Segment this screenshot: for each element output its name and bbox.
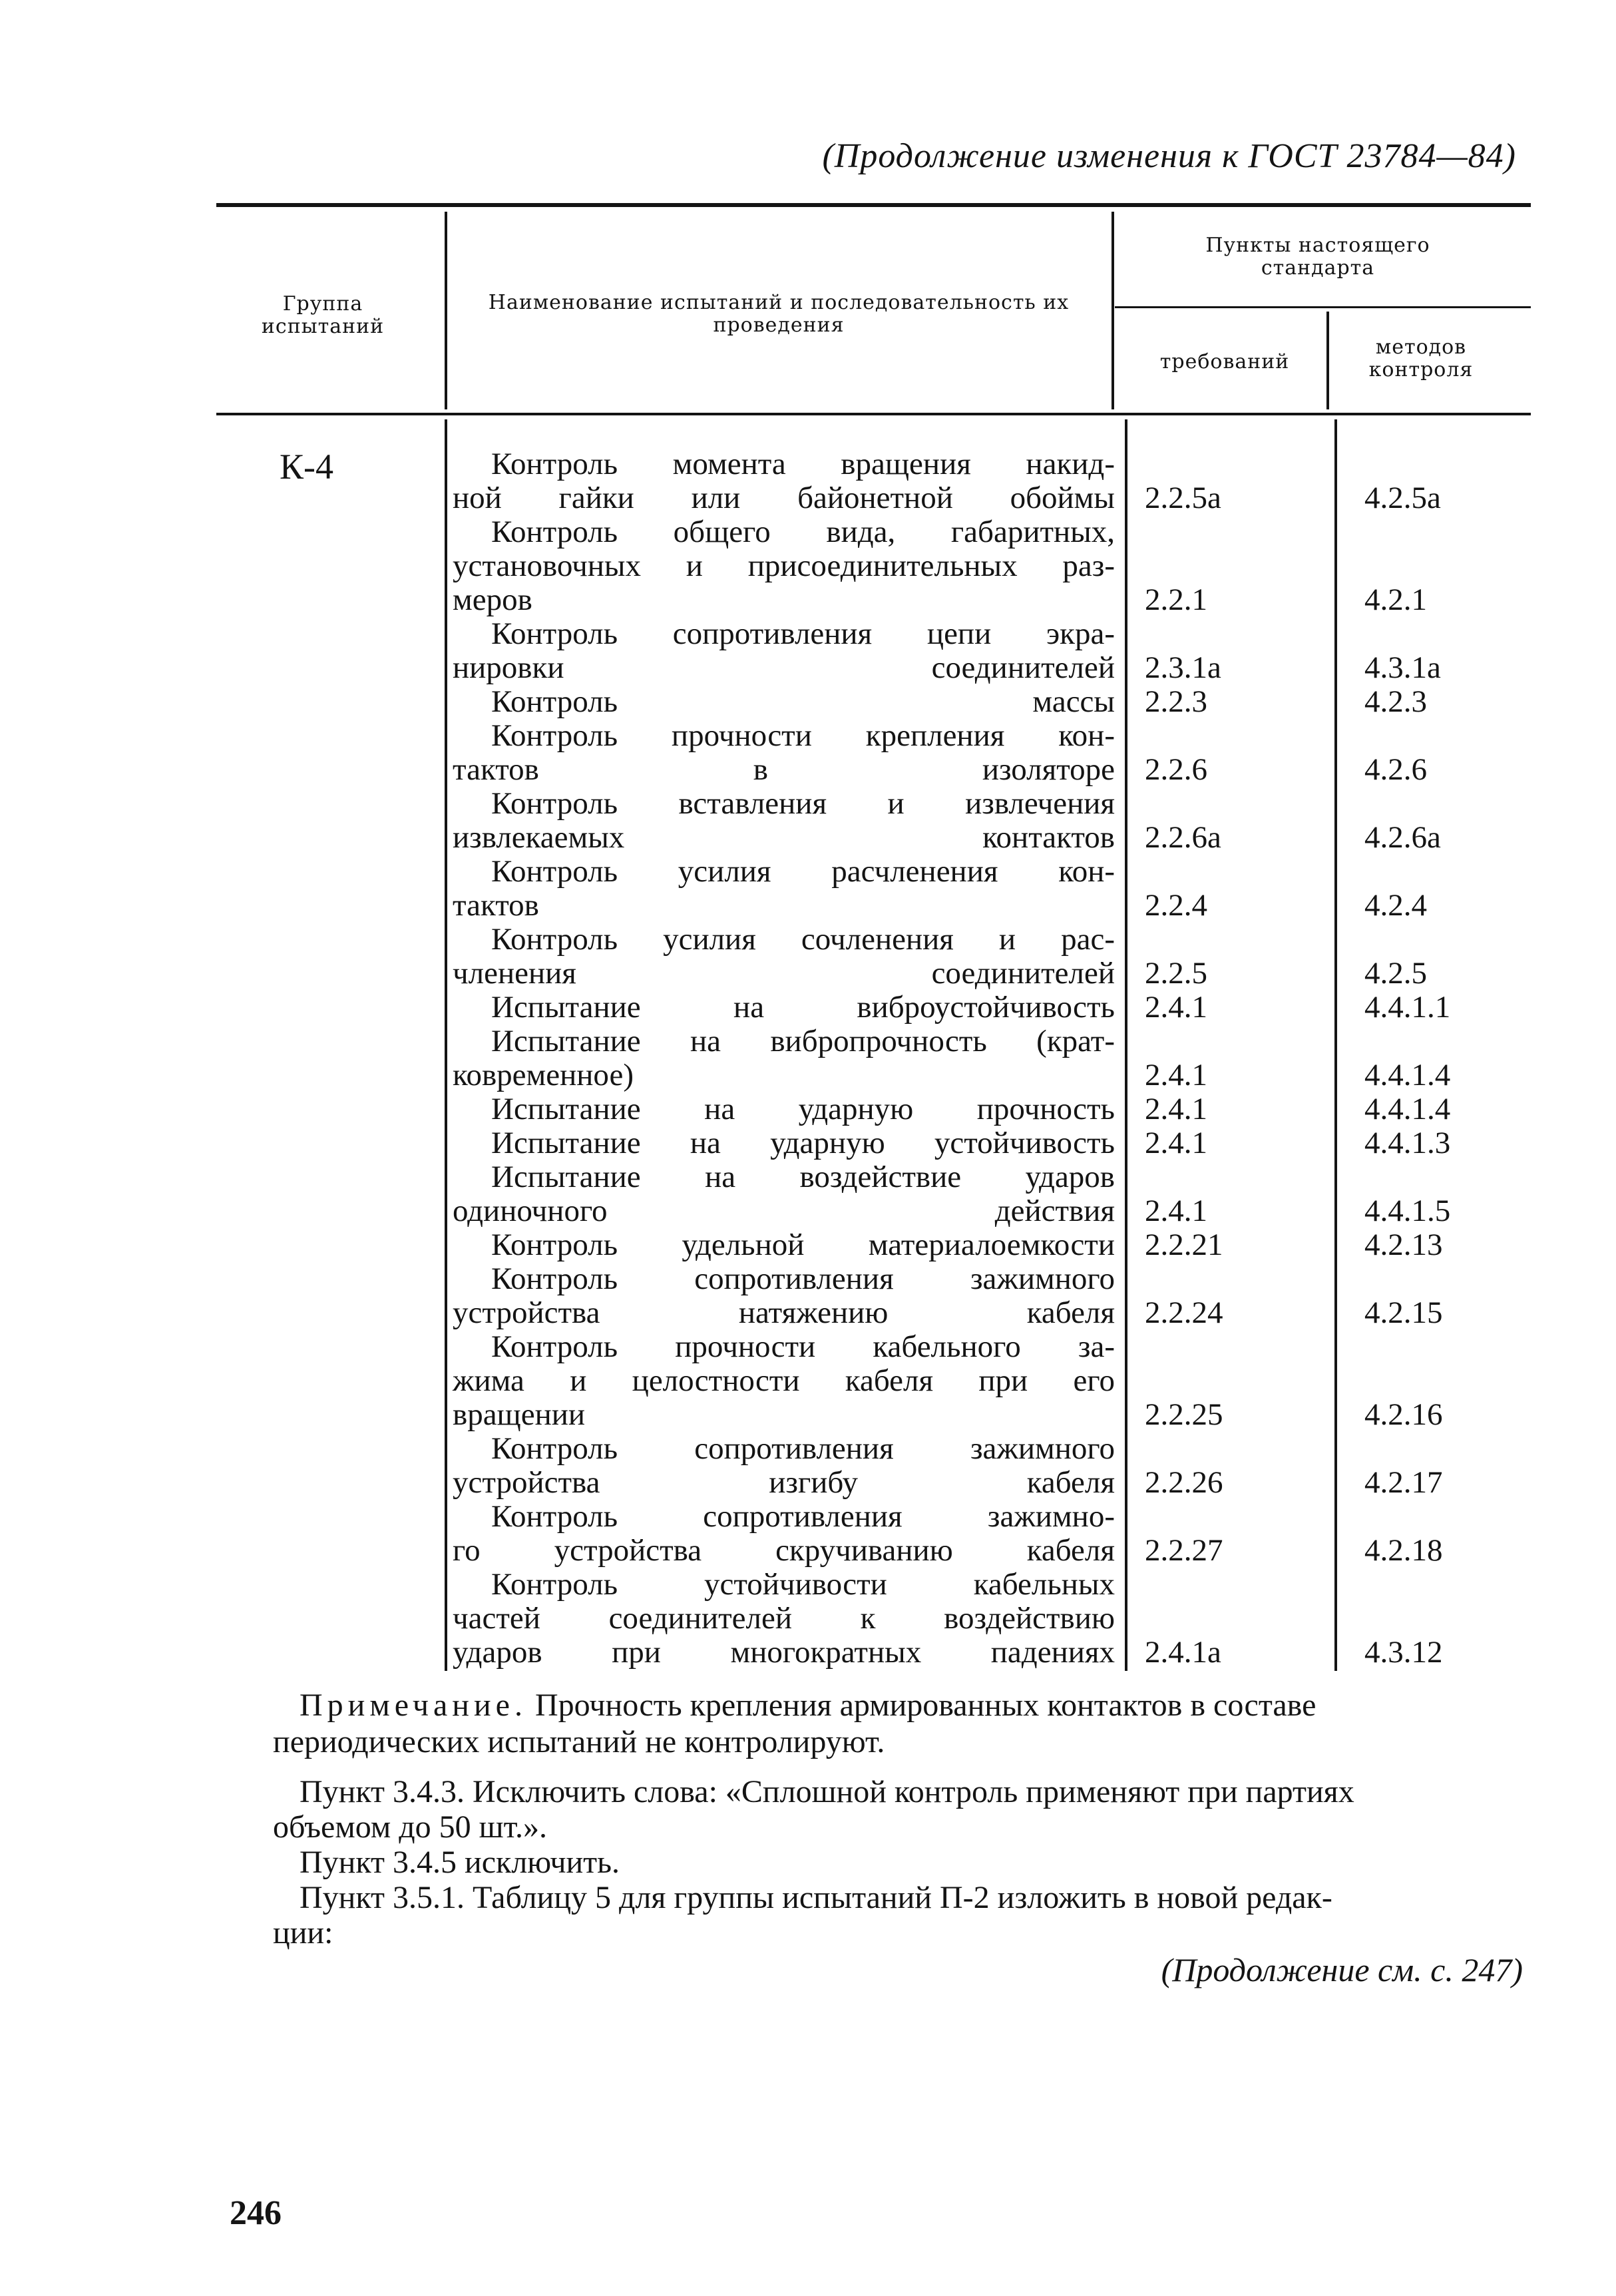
requirement-clause: 2.4.1	[1145, 1058, 1207, 1092]
note-paragraph	[300, 1688, 1316, 1723]
test-name	[453, 1160, 1115, 1228]
test-name-line: Контроль удельной материалоемкости	[491, 1228, 1115, 1262]
continuation-note: (Продолжение см. с. 247)	[1161, 1951, 1523, 1988]
column-divider-1-body	[445, 419, 447, 1671]
test-name-line: Контроль сопротивления зажимного	[491, 1262, 1115, 1296]
test-name	[453, 1432, 1115, 1500]
test-name-line: Контроль момента вращения накид-	[491, 447, 1115, 481]
test-name-line: Контроль устойчивости кабельных	[491, 1567, 1115, 1602]
test-name	[453, 685, 1115, 719]
method-clause: 4.2.6	[1364, 752, 1427, 787]
amendment-3-4-3-line1: Пункт 3.4.3. Исключить слова: «Сплошной контроль применяют при партиях	[300, 1774, 1354, 1809]
test-name-line: Контроль прочности кабельного за-	[491, 1329, 1115, 1364]
note-label: Примечание.	[300, 1688, 527, 1723]
test-name-line: вращении	[453, 1397, 586, 1432]
header-name: Наименование испытаний и последовательность их проведения	[488, 291, 1070, 337]
test-name-line: Контроль вставления и извлечения	[491, 786, 1115, 821]
requirement-clause: 2.2.24	[1145, 1295, 1223, 1330]
test-name-line: Контроль прочности крепления кон-	[491, 718, 1115, 753]
header-group: Группа испытаний	[261, 292, 385, 338]
test-name	[453, 1262, 1115, 1330]
test-name-line: установочных и присоединительных раз-	[453, 549, 1115, 583]
test-name-line: Контроль общего вида, габаритных,	[491, 515, 1115, 549]
method-clause: 4.2.4	[1364, 888, 1427, 923]
column-divider-3-body	[1334, 419, 1337, 1671]
header-clauses: Пункты настоящего стандарта	[1205, 234, 1430, 280]
method-clause: 4.4.1.5	[1364, 1194, 1451, 1228]
requirement-clause: 2.4.1	[1145, 1126, 1207, 1160]
test-name-line: устройства натяжению кабеля	[453, 1295, 1115, 1330]
requirement-clause: 2.2.5	[1145, 956, 1207, 991]
note-text-2: периодических испытаний не контролируют.	[273, 1724, 885, 1759]
test-group-value: К-4	[280, 447, 333, 487]
amendment-3-5-1-line2: ции:	[273, 1915, 333, 1951]
test-name-line: Контроль сопротивления цепи экра-	[491, 616, 1115, 651]
requirement-clause: 2.2.21	[1145, 1228, 1223, 1262]
test-name-line: Контроль сопротивления зажимного	[491, 1431, 1115, 1466]
method-clause: 4.2.6а	[1364, 820, 1441, 855]
amendment-3-5-1-line1: Пункт 3.5.1. Таблицу 5 для группы испытаний П-2 изложить в новой редак-	[300, 1880, 1332, 1915]
amendment-3-5-1	[300, 1880, 1332, 1916]
test-name	[453, 1568, 1115, 1670]
test-name-line: жима и целостности кабеля при его	[453, 1363, 1115, 1398]
method-clause: 4.2.15	[1364, 1295, 1443, 1330]
test-name-line: Испытание на виброустойчивость	[491, 990, 1115, 1025]
test-name-line: ной гайки или байонетной обоймы	[453, 481, 1115, 515]
table-top-rule	[216, 203, 1531, 207]
test-name	[453, 719, 1115, 787]
requirement-clause: 2.2.5а	[1145, 481, 1221, 515]
test-name-line: Испытание на ударную устойчивость	[491, 1126, 1115, 1160]
header-methods: методов контроля	[1368, 336, 1474, 381]
test-name-line: одиночного действия	[453, 1194, 1115, 1228]
test-name-line: тактов	[453, 888, 539, 923]
requirement-clause: 2.2.26	[1145, 1465, 1223, 1500]
requirement-clause: 2.4.1	[1145, 990, 1207, 1025]
method-clause: 4.2.13	[1364, 1228, 1443, 1262]
test-name-line: частей соединителей к воздействию	[453, 1601, 1115, 1636]
requirement-clause: 2.2.25	[1145, 1397, 1223, 1432]
test-name-line: нировки соединителей	[453, 650, 1115, 685]
method-clause: 4.4.1.4	[1364, 1058, 1451, 1092]
test-name	[453, 447, 1115, 515]
requirement-clause: 2.2.6а	[1145, 820, 1221, 855]
test-name	[453, 617, 1115, 685]
test-name-line: го устройства скручиванию кабеля	[453, 1533, 1115, 1568]
test-name	[453, 1092, 1115, 1126]
test-name-line: извлекаемых контактов	[453, 820, 1115, 855]
test-name-line: Контроль массы	[491, 684, 1115, 719]
header-requirements: требований	[1159, 350, 1290, 373]
note-paragraph-cont	[273, 1724, 885, 1760]
test-name-line: тактов в изоляторе	[453, 752, 1115, 787]
test-name	[453, 1228, 1115, 1262]
method-clause: 4.2.5	[1364, 956, 1427, 991]
requirement-clause: 2.2.27	[1145, 1533, 1223, 1568]
note-text-1: Прочность крепления армированных контактов в составе	[534, 1688, 1316, 1723]
test-name-line: Испытание на воздействие ударов	[491, 1160, 1115, 1194]
method-clause: 4.3.12	[1364, 1635, 1443, 1670]
requirement-clause: 2.2.6	[1145, 752, 1207, 787]
method-clause: 4.2.5а	[1364, 481, 1441, 515]
method-clause: 4.4.1.1	[1364, 990, 1451, 1025]
amendment-3-4-3-line2: объемом до 50 шт.».	[273, 1809, 547, 1845]
method-clause: 4.2.16	[1364, 1397, 1443, 1432]
method-clause: 4.4.1.3	[1364, 1126, 1451, 1160]
test-name	[453, 923, 1115, 991]
column-divider-2-body	[1125, 419, 1127, 1671]
test-name	[453, 855, 1115, 923]
method-clause: 4.2.18	[1364, 1533, 1443, 1568]
test-name	[453, 1126, 1115, 1160]
test-name-line: Испытание на вибропрочность (крат-	[491, 1024, 1115, 1058]
amendment-3-4-3-cont	[273, 1809, 547, 1845]
amendment-3-4-5-text: Пункт 3.4.5 исключить.	[300, 1845, 620, 1880]
test-name	[453, 787, 1115, 855]
page-number: 246	[230, 2194, 282, 2232]
test-name-line: Контроль усилия расчленения кон-	[491, 854, 1115, 889]
requirement-clause: 2.4.1а	[1145, 1635, 1221, 1670]
test-name	[453, 1500, 1115, 1568]
method-clause: 4.3.1а	[1364, 650, 1441, 685]
test-name-line: ударов при многократных падениях	[453, 1635, 1115, 1670]
test-name-line: Испытание на ударную прочность	[491, 1092, 1115, 1126]
test-name	[453, 515, 1115, 617]
amendment-3-5-1-cont	[273, 1915, 333, 1951]
method-clause: 4.2.3	[1364, 684, 1427, 719]
requirement-clause: 2.4.1	[1145, 1092, 1207, 1126]
requirement-clause: 2.2.1	[1145, 582, 1207, 617]
test-name-line: Контроль усилия сочленения и рас-	[491, 922, 1115, 957]
test-name	[453, 1025, 1115, 1092]
requirement-clause: 2.2.4	[1145, 888, 1207, 923]
test-name-line: Контроль сопротивления зажимно-	[491, 1499, 1115, 1534]
column-divider-1-header	[445, 212, 447, 409]
requirement-clause: 2.2.3	[1145, 684, 1207, 719]
method-clause: 4.4.1.4	[1364, 1092, 1451, 1126]
test-name	[453, 991, 1115, 1025]
method-clause: 4.2.1	[1364, 582, 1427, 617]
header-bottom-rule	[216, 413, 1531, 415]
amendment-3-4-5	[300, 1845, 620, 1881]
column-divider-2-header	[1111, 212, 1114, 409]
test-name-line: меров	[453, 582, 532, 617]
running-head: (Продолжение изменения к ГОСТ 23784—84)	[822, 137, 1516, 175]
amendment-3-4-3	[300, 1774, 1354, 1810]
test-name-line: устройства изгибу кабеля	[453, 1465, 1115, 1500]
test-name-line: членения соединителей	[453, 956, 1115, 991]
clauses-sub-rule	[1115, 306, 1531, 308]
test-name-line: ковременное)	[453, 1058, 634, 1092]
requirement-clause: 2.4.1	[1145, 1194, 1207, 1228]
test-name	[453, 1330, 1115, 1432]
requirement-clause: 2.3.1а	[1145, 650, 1221, 685]
column-divider-3-header	[1326, 312, 1329, 409]
method-clause: 4.2.17	[1364, 1465, 1443, 1500]
